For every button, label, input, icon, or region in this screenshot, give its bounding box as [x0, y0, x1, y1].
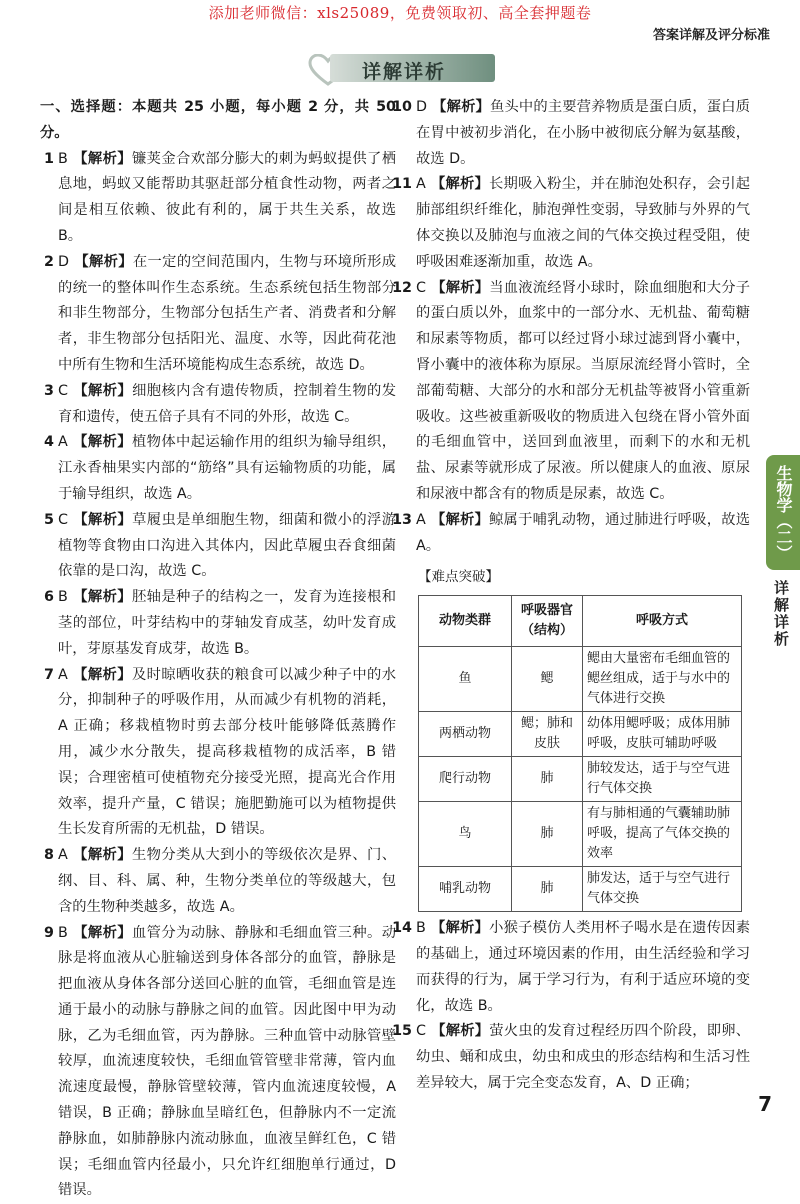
question-number: 12	[390, 276, 412, 302]
table-cell: 幼体用鳃呼吸；成体用肺呼吸，皮肤可辅助呼吸	[583, 712, 742, 757]
analysis-text: 镰荚金合欢部分膨大的刺为蚂蚁提供了栖息地，蚂蚁又能帮助其驱赶部分植食性动物，两者之间是相互依赖、彼此有利的，属于共生关系，故选 B。	[58, 151, 396, 244]
analysis-tag: 【解析】	[431, 176, 489, 192]
question-10	[416, 95, 750, 172]
right-question-list-b	[416, 916, 750, 1097]
answer-letter: D	[416, 99, 427, 115]
right-column	[416, 95, 750, 1097]
question-5	[58, 508, 396, 585]
analysis-tag: 【解析】	[73, 151, 132, 167]
answer-letter: B	[416, 920, 426, 936]
top-notice: 添加老师微信：xls25089，免费领取初、高全套押题卷	[0, 2, 800, 23]
question-12	[416, 276, 750, 508]
respiration-table	[418, 595, 742, 912]
table-cell: 爬行动物	[419, 757, 512, 802]
answer-letter: A	[58, 434, 68, 450]
question-9	[58, 921, 396, 1204]
question-number: 11	[390, 172, 412, 198]
analysis-text: 生物分类从大到小的等级依次是界、门、纲、目、科、属、种，生物分类单位的等级越大，包含的生物种类越多，故选 A。	[58, 847, 396, 915]
analysis-text: 当血液流经肾小球时，除血细胞和大分子的蛋白质以外，血浆中的一部分水、无机盐、葡萄糖和尿素等物质，都可以经过肾小球过滤到肾小囊中，肾小囊中的液体称为原尿。当原尿流经肾小管时，全部葡萄糖、大部分的水和部分无机盐等被肾小管重新吸收。这些被重新吸收的物质进入包绕在肾小管外面的毛细血管中，送回到血液里，而剩下的水和无机盐、尿素等就形成了尿液。所以健康人的血液、原尿和尿液中都含有的物质是尿素，故选 C。	[416, 280, 750, 502]
question-14	[416, 916, 750, 1019]
table-cell: 肺较发达，适于与空气进行气体交换	[583, 757, 742, 802]
question-number: 15	[390, 1019, 412, 1045]
question-11	[416, 172, 750, 275]
answer-letter: B	[58, 925, 68, 941]
table-body	[419, 647, 742, 912]
table-cell: 肺	[512, 867, 583, 912]
table-cell: 肺发达，适于与空气进行气体交换	[583, 867, 742, 912]
table-cell: 鱼	[419, 647, 512, 712]
answer-letter: A	[416, 176, 426, 192]
table-cell: 鳃；肺和皮肤	[512, 712, 583, 757]
table-row	[419, 802, 742, 867]
subject-tab: 生物学（二）	[766, 455, 800, 570]
section-header: 答案详解及评分标准	[653, 24, 770, 43]
table-row	[419, 757, 742, 802]
difficult-label: 【难点突破】	[418, 565, 750, 591]
question-number: 10	[390, 95, 412, 121]
analysis-tag: 【解析】	[73, 847, 132, 863]
right-question-list-a	[416, 95, 750, 559]
question-15	[416, 1019, 750, 1096]
analysis-tag: 【解析】	[73, 589, 132, 605]
section-title: 一、选择题：本题共 25 小题，每小题 2 分，共 50 分。	[40, 95, 396, 147]
question-number: 5	[32, 508, 54, 534]
question-number: 2	[32, 250, 54, 276]
analysis-tag: 【解析】	[73, 925, 132, 941]
question-6	[58, 585, 396, 662]
title-banner	[308, 52, 496, 86]
answer-letter: C	[58, 383, 68, 399]
analysis-text: 及时晾晒收获的粮食可以减少种子中的水分，抑制种子的呼吸作用，从而减少有机物的消耗，A 正确；移栽植物时剪去部分枝叶能够降低蒸腾作用，减少水分散失，提高移栽植物的成活率，B 错误；合理密植可使植物充分接受光照，提高光合作用效率，提升产量，C 错误；施肥勤施可以为植物提供生长发育所需的无机盐，D 错误。	[58, 667, 396, 838]
question-number: 13	[390, 508, 412, 534]
analysis-text: 血管分为动脉、静脉和毛细血管三种。动脉是将血液从心脏输送到身体各部分的血管，静脉是把血液从身体各部分送回心脏的血管，毛细血管是连通于最小的动脉与静脉之间的血管。因此图中甲为动脉，乙为毛细血管，丙为静脉。三种血管中动脉管壁较厚，血流速度较快，毛细血管管壁非常薄，管内血流速度最慢，静脉管壁较薄，管内血流速度较慢，A 错误，B 正确；静脉血呈暗红色，但静脉内不一定流静脉血，如肺静脉内流动脉血，血液呈鲜红色，C 错误；毛细血管内径最小，只允许红细胞单行通过，D 错误。	[58, 925, 396, 1199]
answer-letter: A	[416, 512, 426, 528]
analysis-tag: 【解析】	[431, 512, 489, 528]
question-8	[58, 843, 396, 920]
question-number: 1	[32, 147, 54, 173]
table-cell: 鳃	[512, 647, 583, 712]
table-row	[419, 867, 742, 912]
analysis-text: 鱼头中的主要营养物质是蛋白质，蛋白质在胃中被初步消化，在小肠中被彻底分解为氨基酸，故选 D。	[416, 99, 750, 167]
answer-letter: D	[58, 254, 69, 270]
question-13	[416, 508, 750, 560]
question-number: 9	[32, 921, 54, 947]
analysis-text: 植物体中起运输作用的组织为输导组织，江永香柚果实内部的“筋络”具有运输物质的功能，属于输导组织，故选 A。	[58, 434, 396, 502]
table-cell: 有与肺相通的气囊辅助肺呼吸，提高了气体交换的效率	[583, 802, 742, 867]
question-number: 8	[32, 843, 54, 869]
analysis-text: 长期吸入粉尘，并在肺泡处积存，会引起肺部组织纤维化，肺泡弹性变弱，导致肺与外界的气体交换以及肺泡与血液之间的气体交换过程受阻，使呼吸困难逐渐加重，故选 A。	[416, 176, 750, 269]
left-column	[58, 95, 396, 1204]
table-cell: 哺乳动物	[419, 867, 512, 912]
table-cell: 鳃由大量密布毛细血管的鳃丝组成，适于与水中的气体进行交换	[583, 647, 742, 712]
table-header-cell: 呼吸器官（结构）	[512, 596, 583, 647]
question-number: 4	[32, 430, 54, 456]
banner-title: 详解详析	[362, 57, 446, 84]
table-cell: 肺	[512, 802, 583, 867]
answer-letter: C	[416, 280, 426, 296]
answer-letter: B	[58, 589, 68, 605]
analysis-tag: 【解析】	[73, 383, 132, 399]
table-row	[419, 647, 742, 712]
question-2	[58, 250, 396, 379]
analysis-tag: 【解析】	[73, 667, 132, 683]
analysis-tag: 【解析】	[431, 280, 489, 296]
page-number: 7	[758, 1092, 772, 1116]
analysis-tag: 【解析】	[432, 99, 490, 115]
analysis-text: 萤火虫的发育过程经历四个阶段，即卵、幼虫、蛹和成虫，幼虫和成虫的形态结构和生活习性差异较大，属于完全变态发育，A、D 正确；	[416, 1023, 750, 1091]
answer-letter: C	[416, 1023, 426, 1039]
table-row	[419, 712, 742, 757]
analysis-text: 在一定的空间范围内，生物与环境所形成的统一的整体叫作生态系统。生态系统包括生物部分和非生物部分，生物部分包括生产者、消费者和分解者，非生物部分包括阳光、温度、水等，因此荷花池中所有生物和生活环境能构成生态系统，故选 D。	[58, 254, 396, 373]
analysis-text: 草履虫是单细胞生物，细菌和微小的浮游植物等食物由口沟进入其体内，因此草履虫吞食细菌依靠的是口沟，故选 C。	[58, 512, 396, 580]
question-number: 7	[32, 663, 54, 689]
left-question-list	[58, 147, 396, 1204]
analysis-tag: 【解析】	[73, 434, 132, 450]
table-header-row	[419, 596, 742, 647]
question-number: 3	[32, 379, 54, 405]
table-cell: 鸟	[419, 802, 512, 867]
question-number: 6	[32, 585, 54, 611]
table-cell: 两栖动物	[419, 712, 512, 757]
question-number: 14	[390, 916, 412, 942]
analysis-text: 鲸属于哺乳动物，通过肺进行呼吸，故选 A。	[416, 512, 750, 554]
answer-letter: A	[58, 667, 68, 683]
analysis-tag: 【解析】	[74, 254, 133, 270]
question-1	[58, 147, 396, 250]
question-4	[58, 430, 396, 507]
analysis-tag: 【解析】	[431, 1023, 489, 1039]
question-3	[58, 379, 396, 431]
analysis-tag: 【解析】	[431, 920, 489, 936]
side-label: 详解详析	[772, 580, 792, 648]
table-header-cell: 呼吸方式	[583, 596, 742, 647]
table-cell: 肺	[512, 757, 583, 802]
analysis-tag: 【解析】	[73, 512, 132, 528]
table-header-cell: 动物类群	[419, 596, 512, 647]
answer-letter: B	[58, 151, 68, 167]
question-7	[58, 663, 396, 844]
analysis-text: 小猴子模仿人类用杯子喝水是在遗传因素的基础上，通过环境因素的作用，由生活经验和学习而获得的行为，属于学习行为，有利于适应环境的变化，故选 B。	[416, 920, 750, 1013]
analysis-text: 胚轴是种子的结构之一，发育为连接根和茎的部位，叶芽结构中的芽轴发育成茎，幼叶发育成叶，芽原基发育成芽，故选 B。	[58, 589, 396, 657]
answer-letter: A	[58, 847, 68, 863]
answer-letter: C	[58, 512, 68, 528]
analysis-text: 细胞核内含有遗传物质，控制着生物的发育和遗传，使五倍子具有不同的外形，故选 C。	[58, 383, 396, 425]
